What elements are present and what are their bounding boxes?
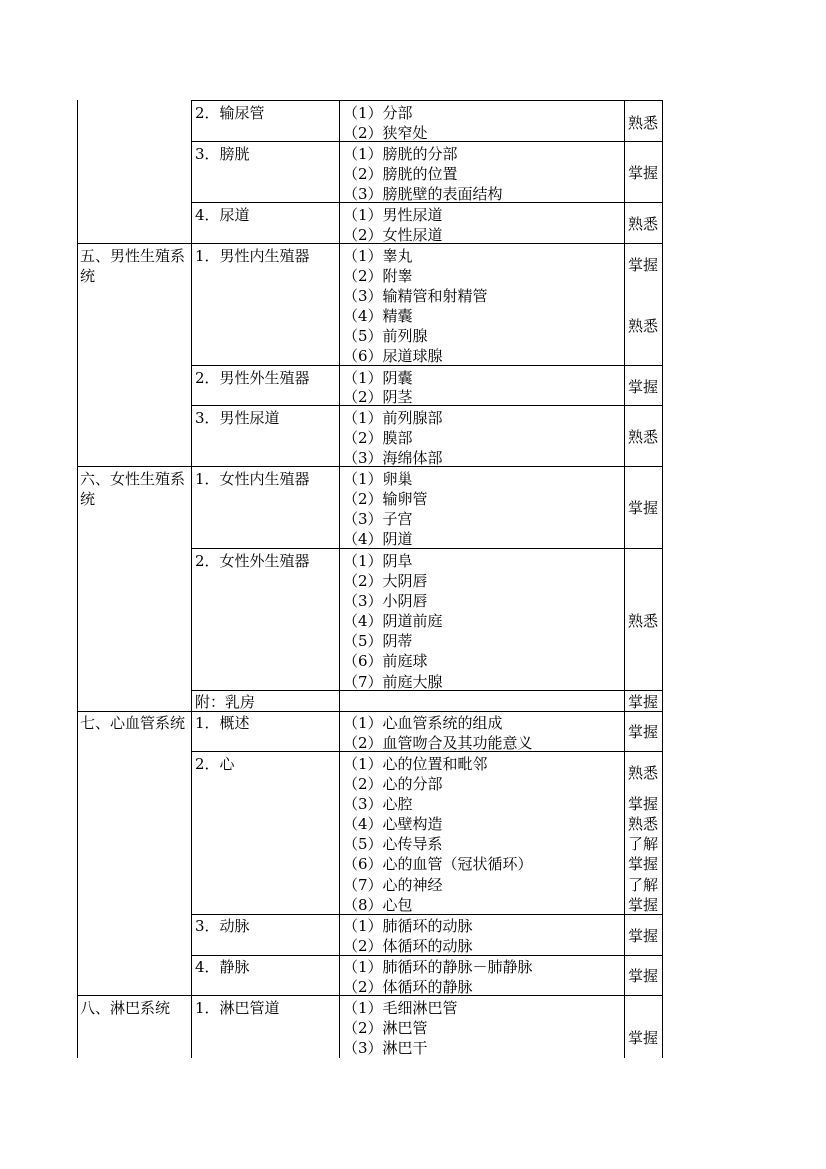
level-cell: 掌握 [628, 855, 659, 873]
item-cell: （2）阴茎 [343, 388, 413, 406]
chapter-cell: 七、心血管系统 [80, 714, 186, 732]
item-cell: （2）大阴唇 [343, 572, 428, 590]
item-cell: （7）前庭大腺 [343, 673, 443, 691]
item-cell: （3）小阴唇 [343, 592, 428, 610]
row-divider [77, 711, 662, 712]
item-cell: （2）输卵管 [343, 490, 428, 508]
item-cell: （3）心腔 [343, 795, 413, 813]
row-divider [191, 914, 662, 915]
chapter-cell: 六、女性生殖系统 [80, 470, 186, 508]
item-cell: （1）膀胱的分部 [343, 145, 458, 163]
item-cell: （2）膜部 [343, 429, 413, 447]
level-cell: 掌握 [628, 967, 659, 985]
level-cell: 掌握 [628, 499, 659, 517]
topic-cell: 2．心 [195, 755, 235, 773]
item-cell: （1）心的位置和毗邻 [343, 755, 488, 773]
item-cell: （3）输精管和射精管 [343, 287, 488, 305]
item-cell: （1）阴囊 [343, 369, 413, 387]
table-border-right [662, 100, 663, 1058]
level-cell: 熟悉 [628, 764, 659, 782]
item-cell: （6）心的血管（冠状循环） [343, 855, 533, 873]
item-cell: （4）阴道 [343, 530, 413, 548]
item-cell: （4）阴道前庭 [343, 612, 443, 630]
item-cell: （3）淋巴干 [343, 1039, 428, 1057]
item-cell: （4）精囊 [343, 307, 413, 325]
item-cell: （2）心的分部 [343, 775, 443, 793]
item-cell: （3）膀胱壁的表面结构 [343, 185, 503, 203]
item-cell: （8）心包 [343, 896, 413, 914]
level-cell: 熟悉 [628, 612, 659, 630]
topic-cell: 3．动脉 [195, 917, 250, 935]
item-cell: （2）淋巴管 [343, 1019, 428, 1037]
level-cell: 熟悉 [628, 317, 659, 335]
item-cell: （3）海绵体部 [343, 449, 443, 467]
topic-cell: 1．女性内生殖器 [195, 470, 310, 488]
item-cell: （1）男性尿道 [343, 206, 443, 224]
item-cell: （1）睾丸 [343, 247, 413, 265]
item-cell: （1）阴阜 [343, 552, 413, 570]
item-cell: （3）子宫 [343, 510, 413, 528]
level-cell: 了解 [628, 876, 659, 894]
topic-cell: 附：乳房 [195, 693, 256, 711]
item-cell: （1）卵巢 [343, 470, 413, 488]
item-cell: （7）心的神经 [343, 876, 443, 894]
item-cell: （2）血管吻合及其功能意义 [343, 734, 533, 752]
topic-cell: 4．尿道 [195, 206, 250, 224]
table-border-top [191, 100, 662, 101]
item-cell: （1）前列腺部 [343, 409, 443, 427]
item-cell: （6）尿道球腺 [343, 347, 443, 365]
item-cell: （5）心传导系 [343, 835, 443, 853]
topic-cell: 1．淋巴管道 [195, 999, 280, 1017]
level-cell: 掌握 [628, 256, 659, 274]
item-cell: （5）前列腺 [343, 327, 428, 345]
row-divider [191, 405, 662, 406]
item-cell: （2）体循环的动脉 [343, 937, 473, 955]
topic-cell: 2．输尿管 [195, 104, 265, 122]
chapter-cell: 五、男性生殖系统 [80, 247, 186, 285]
level-cell: 掌握 [628, 795, 659, 813]
item-cell: （1）分部 [343, 104, 413, 122]
chapter-cell: 八、淋巴系统 [80, 999, 171, 1017]
item-cell: （2）狭窄处 [343, 124, 428, 142]
topic-cell: 3．男性尿道 [195, 409, 280, 427]
level-cell: 掌握 [628, 1029, 659, 1047]
item-cell: （1）肺循环的静脉－肺静脉 [343, 958, 533, 976]
row-divider [191, 548, 662, 549]
topic-cell: 3．膀胱 [195, 145, 250, 163]
item-cell: （2）附睾 [343, 267, 413, 285]
item-cell: （1）肺循环的动脉 [343, 917, 473, 935]
item-cell: （2）膀胱的位置 [343, 165, 458, 183]
item-cell: （1）毛细淋巴管 [343, 999, 458, 1017]
level-cell: 熟悉 [628, 114, 659, 132]
level-cell: 掌握 [628, 164, 659, 182]
topic-cell: 2．男性外生殖器 [195, 369, 310, 387]
level-cell: 掌握 [628, 927, 659, 945]
topic-cell: 4．静脉 [195, 958, 250, 976]
item-cell: （5）阴蒂 [343, 632, 413, 650]
topic-cell: 2．女性外生殖器 [195, 552, 310, 570]
level-cell: 掌握 [628, 896, 659, 914]
level-cell: 熟悉 [628, 215, 659, 233]
topic-cell: 1．男性内生殖器 [195, 247, 310, 265]
level-cell: 熟悉 [628, 815, 659, 833]
level-cell: 掌握 [628, 693, 659, 711]
item-cell: （1）心血管系统的组成 [343, 714, 503, 732]
level-cell: 掌握 [628, 378, 659, 396]
topic-cell: 1．概述 [195, 714, 250, 732]
level-cell: 掌握 [628, 723, 659, 741]
item-cell: （4）心壁构造 [343, 815, 443, 833]
item-cell: （2）女性尿道 [343, 226, 443, 244]
item-cell: （2）体循环的静脉 [343, 978, 473, 996]
level-cell: 了解 [628, 835, 659, 853]
item-cell: （6）前庭球 [343, 652, 428, 670]
level-cell: 熟悉 [628, 428, 659, 446]
